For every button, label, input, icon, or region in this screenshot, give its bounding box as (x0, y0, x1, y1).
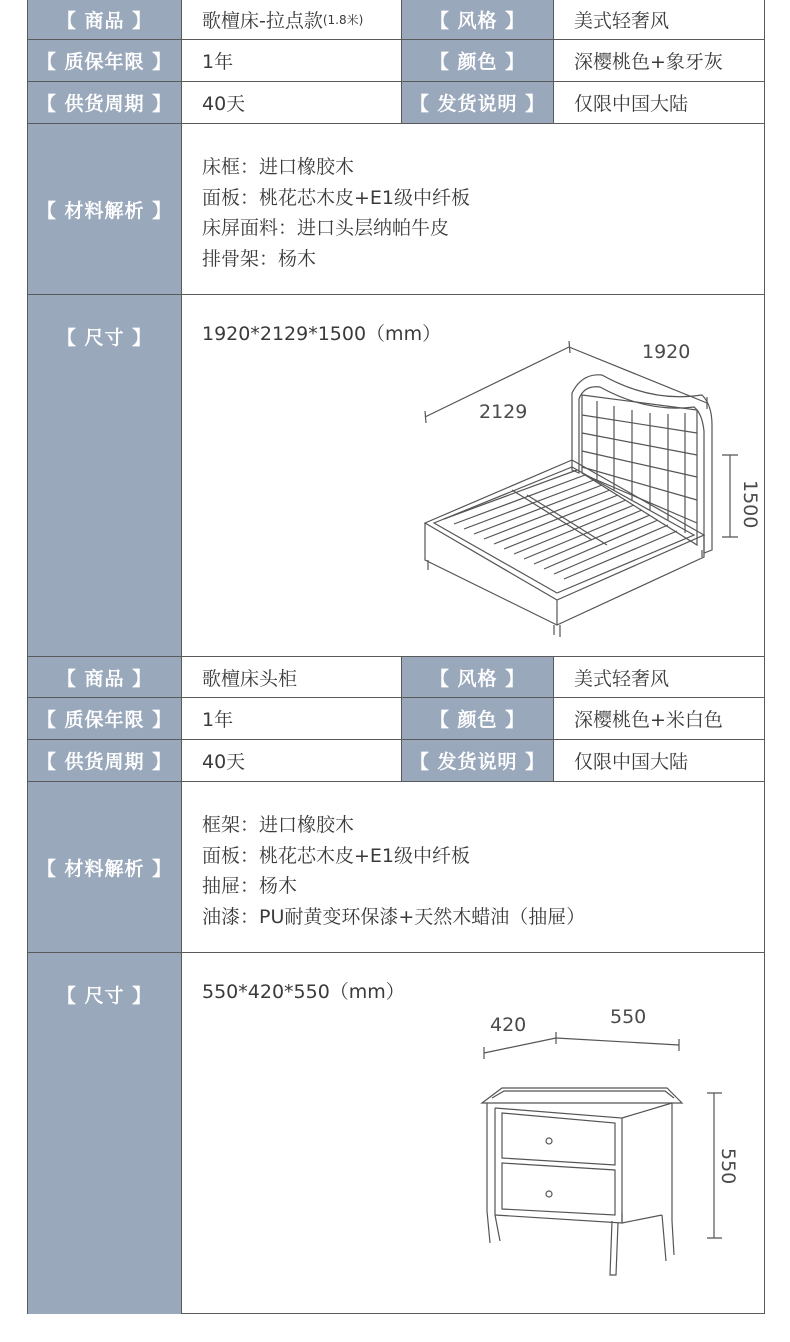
ns-width-label: 550 (610, 1006, 647, 1028)
label-shipping: 【 发货说明 】 (401, 740, 553, 781)
nightstand-spec-table (27, 656, 765, 1314)
bed-material-line: 床框：进口橡胶木 (202, 156, 355, 178)
bed-drawing (182, 295, 766, 656)
bed-product-name-text: 歌檀床-拉点款 (202, 10, 323, 32)
ns-material-line: 框架：进口橡胶木 (202, 814, 355, 836)
label-shipping: 【 发货说明 】 (401, 82, 553, 123)
bed-row-material (28, 124, 764, 295)
ns-row-material (28, 782, 764, 953)
nightstand-drawing (182, 953, 766, 1314)
bed-product-name (181, 0, 401, 39)
ns-warranty-value: 1年 (181, 698, 401, 739)
label-color: 【 颜色 】 (401, 698, 553, 739)
label-color: 【 颜色 】 (401, 40, 553, 81)
bed-row-size (28, 295, 764, 656)
bed-material-list (202, 152, 470, 274)
bed-material-line: 床屏面料：进口头层纳帕牛皮 (202, 217, 450, 239)
ns-color-value: 深樱桃色+米白色 (553, 698, 766, 739)
ns-material-content (181, 782, 764, 952)
bed-size-text: 1920*2129*1500（mm） (202, 323, 442, 345)
ns-shipping-value: 仅限中国大陆 (553, 740, 766, 781)
bed-illustration (425, 341, 738, 637)
bed-width-label: 1920 (642, 341, 691, 363)
bed-supply-value: 40天 (181, 82, 401, 123)
ns-material-line: 油漆：PU耐黄变环保漆+天然木蜡油（抽屉） (202, 905, 586, 928)
ns-style-value: 美式轻奢风 (553, 657, 766, 697)
bed-style-value: 美式轻奢风 (553, 0, 766, 39)
ns-material-line: 面板：桃花芯木皮+E1级中纤板 (202, 844, 471, 867)
ns-size-text: 550*420*550（mm） (202, 981, 405, 1003)
bed-row-product (28, 0, 764, 40)
label-style: 【 风格 】 (401, 657, 553, 697)
ns-product-name: 歌檀床头柜 (181, 657, 401, 697)
nightstand-illustration (482, 1032, 722, 1275)
ns-row-supply (28, 740, 764, 782)
ns-supply-value: 40天 (181, 740, 401, 781)
ns-row-size (28, 953, 764, 1314)
ns-size-content (181, 953, 764, 1314)
bed-shipping-value: 仅限中国大陆 (553, 82, 766, 123)
label-style: 【 风格 】 (401, 0, 553, 39)
ns-row-warranty (28, 698, 764, 740)
bed-material-line: 面板：桃花芯木皮+E1级中纤板 (202, 186, 471, 209)
bed-material-content (181, 124, 764, 294)
ns-row-product (28, 657, 764, 698)
label-material: 【 材料解析 】 (28, 782, 181, 952)
ns-depth-label: 420 (490, 1014, 527, 1036)
ns-height-label: 550 (717, 1148, 739, 1185)
bed-row-warranty (28, 40, 764, 82)
label-product: 【 商品 】 (28, 657, 181, 697)
label-supply: 【 供货周期 】 (28, 740, 181, 781)
bed-length-label: 2129 (479, 401, 528, 423)
label-warranty: 【 质保年限 】 (28, 40, 181, 81)
label-warranty: 【 质保年限 】 (28, 698, 181, 739)
ns-material-line: 抽屉：杨木 (202, 875, 298, 897)
bed-product-suffix: (1.8米) (322, 13, 364, 27)
bed-row-supply (28, 82, 764, 124)
label-product: 【 商品 】 (28, 0, 181, 39)
bed-height-label: 1500 (739, 480, 761, 529)
label-size: 【 尺寸 】 (28, 953, 181, 1314)
bed-spec-table (27, 0, 765, 656)
bed-warranty-value: 1年 (181, 40, 401, 81)
bed-material-line: 排骨架：杨木 (202, 247, 317, 270)
ns-material-list (202, 810, 585, 932)
label-supply: 【 供货周期 】 (28, 82, 181, 123)
label-size: 【 尺寸 】 (28, 295, 181, 656)
bed-size-content (181, 295, 764, 656)
bed-color-value: 深樱桃色+象牙灰 (553, 40, 766, 81)
label-material: 【 材料解析 】 (28, 124, 181, 294)
